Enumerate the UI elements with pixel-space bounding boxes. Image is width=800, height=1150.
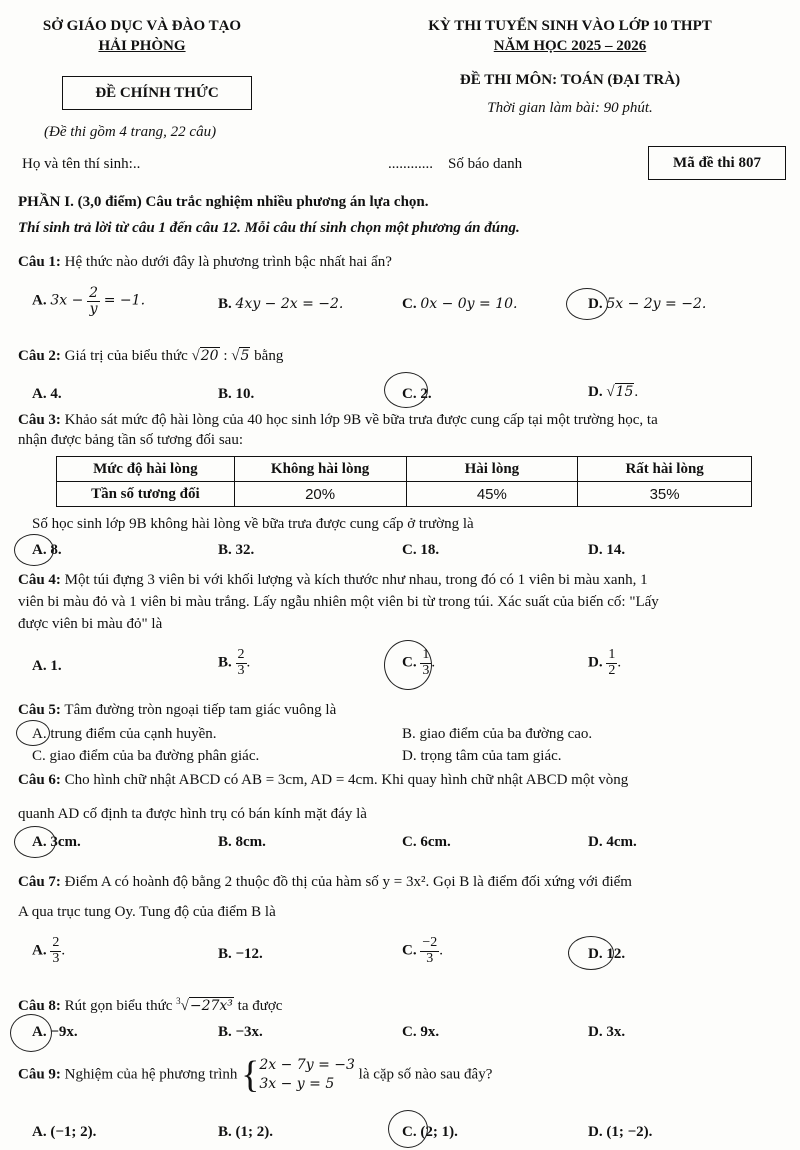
q4-text3: được viên bi màu đỏ" là (18, 616, 163, 632)
part1-instruction: Thí sinh trả lời từ câu 1 đến câu 12. Mỗi câu thí sinh chọn một phương án đúng. (18, 220, 520, 236)
q9-option-a: A. (−1; 2). (32, 1124, 97, 1140)
q9-eq2: 3x − y = 5 (259, 1076, 335, 1092)
q2-d-radicand: 15 (615, 384, 634, 400)
q7-option-c: C. $\frac{-2}{3}$ . (402, 935, 443, 966)
table-cell: 20% (234, 482, 406, 507)
q1-a-pre: 3x − (50, 292, 84, 309)
q3-option-c: C. 18. (402, 542, 440, 558)
exam-code: Mã đề thi 807 (648, 146, 786, 180)
q5-text: Tâm đường tròn ngoại tiếp tam giác vuông là (64, 702, 337, 718)
q2-text-pre: Giá trị của biểu thức (64, 348, 188, 364)
q5-answer-mark (16, 720, 50, 746)
q2-label: Câu 2: (18, 348, 61, 364)
q7-answer-mark (568, 936, 614, 970)
q9-label: Câu 9: (18, 1066, 61, 1083)
q1-text: Hệ thức nào dưới đây là phương trình bậc nhất hai ẩn? (64, 254, 392, 270)
q2-option-c: C. 2. (402, 386, 432, 402)
q8-text-pre: Rút gọn biểu thức (64, 998, 173, 1014)
q3-label: Câu 3: (18, 412, 61, 428)
q3-text1: Khảo sát mức độ hài lòng của 40 học sinh lớp 9B về bữa trưa được cung cấp tại một trường học, ta (64, 412, 658, 428)
q2-radicand-2: 5 (240, 348, 250, 364)
question-2: Câu 2: Giá trị của biểu thức √20 : √5 bằng (18, 348, 284, 364)
q1-a-letter: A. (32, 292, 47, 309)
q1-c-expr: 0x − 0y = 10. (420, 296, 518, 312)
q4-d-letter: D. (588, 654, 603, 671)
q9-eq1: 2x − 7y = −3 (259, 1057, 355, 1074)
q1-d-expr: 5x − 2y = −2. (606, 296, 707, 312)
q7-c-letter: C. (402, 942, 417, 959)
q7-option-a: A. $\frac{2}{3}$ . (32, 935, 66, 966)
q4-b-den: 3 (237, 662, 245, 678)
q6-option-b: B. 8cm. (218, 834, 266, 850)
q5-option-d: D. trọng tâm của tam giác. (402, 748, 562, 764)
q7-a-den: 3 (52, 950, 60, 966)
q3-answer-mark (14, 534, 54, 566)
q4-text2: viên bi màu đỏ và 1 viên bi màu trắng. Lấy ngẫu nhiên một viên bi từ trong túi. Xác suất của biến cố: "Lấy (18, 594, 659, 610)
table-header-cell: Mức độ hài lòng (57, 457, 235, 482)
table-row-label: Tần số tương đối (57, 482, 235, 507)
q1-answer-mark (566, 288, 608, 320)
q8-radicand: −27x³ (189, 998, 233, 1014)
q6-text2: quanh AD cố định ta được hình trụ có bán kính mặt đáy là (18, 806, 367, 822)
q2-d-letter: D. (588, 384, 603, 400)
q2-text-post: bằng (254, 348, 284, 364)
name-dots: ............ (388, 156, 433, 172)
q5-label: Câu 5: (18, 702, 61, 718)
q8-label: Câu 8: (18, 998, 61, 1014)
q6-label: Câu 6: (18, 772, 61, 788)
q8-root-index: 3 (176, 996, 181, 1006)
q1-a-post: = −1. (103, 292, 146, 309)
q1-option-c (402, 296, 518, 313)
q6-answer-mark (14, 826, 56, 858)
q7-c-num: −2 (422, 935, 438, 950)
question-8: Câu 8: Rút gọn biểu thức $^3$√−27x³ ta được (18, 996, 283, 1014)
name-label: Họ và tên thí sinh:.. (22, 156, 141, 172)
sbd-label: Số báo danh (448, 156, 523, 172)
q7-option-b: B. −12. (218, 946, 263, 962)
q1-label: Câu 1: (18, 254, 61, 270)
q5-option-c: C. giao điểm của ba đường phân giác. (32, 748, 260, 764)
table-cell: 45% (406, 482, 578, 507)
q7-a-letter: A. (32, 942, 47, 959)
question-5 (18, 702, 336, 719)
q1-c-letter: C. (402, 296, 417, 312)
q3-text2: nhận được bảng tần số tương đối sau: (18, 432, 244, 448)
frequency-table (56, 456, 752, 507)
q7-a-num: 2 (52, 935, 60, 950)
q6-option-d: D. 4cm. (588, 834, 637, 850)
q4-option-d: D. $\frac{1}{2}$ . (588, 647, 622, 678)
q1-b-expr: 4xy − 2x = −2. (235, 296, 344, 312)
q6-option-c: C. 6cm. (402, 834, 451, 850)
q8-option-b: B. −3x. (218, 1024, 263, 1040)
q8-option-a: A. −9x. (32, 1024, 78, 1040)
pages-note: (Đề thi gồm 4 trang, 22 câu) (44, 124, 217, 140)
q4-b-letter: B. (218, 654, 232, 671)
q2-radicand-1: 20 (200, 348, 219, 364)
question-1 (18, 254, 392, 271)
part1-title: PHẦN I. (3,0 điểm) Câu trắc nghiệm nhiều phương án lựa chọn. (18, 194, 429, 210)
q2-option-a: A. 4. (32, 386, 62, 402)
q8-option-c: C. 9x. (402, 1024, 440, 1040)
table-cell: 35% (578, 482, 752, 507)
q1-option-b (218, 296, 343, 313)
q1-a-num: 2 (89, 285, 98, 301)
q8-answer-mark (10, 1014, 52, 1052)
q1-a-den: y (89, 300, 98, 317)
q3-option-a: A. 8. (32, 542, 62, 558)
official-label: ĐỀ CHÍNH THỨC (62, 76, 252, 110)
q4-d-num: 1 (608, 647, 616, 662)
q3-option-d: D. 14. (588, 542, 626, 558)
q2-option-d: D. √15. (588, 384, 639, 400)
q4-c-letter: C. (402, 654, 417, 671)
exam-subject: ĐỀ THI MÔN: TOÁN (ĐẠI TRÀ) (459, 72, 681, 88)
q8-text-post: ta được (237, 998, 283, 1014)
exam-time: Thời gian làm bài: 90 phút. (487, 100, 653, 116)
q2-sep: : (223, 348, 228, 364)
q5-option-a: A. trung điểm của cạnh huyền. (32, 726, 217, 742)
q4-c-den: 3 (422, 662, 430, 678)
q2-option-b: B. 10. (218, 386, 255, 402)
q1-b-letter: B. (218, 296, 232, 312)
q3-question: Số học sinh lớp 9B không hài lòng về bữa trưa được cung cấp ở trường là (32, 516, 474, 532)
question-9: Câu 9: Nghiệm của hệ phương trình { 2x − 7y = −3 3x − y = 5 là cặp số nào sau đây? (18, 1054, 493, 1096)
question-4 (18, 572, 788, 589)
q6-option-a: A. 3cm. (32, 834, 81, 850)
question-7 (18, 874, 793, 891)
table-header-cell: Hài lòng (406, 457, 578, 482)
q6-text1: Cho hình chữ nhật ABCD có AB = 3cm, AD = 4cm. Khi quay hình chữ nhật ABCD một vòng (64, 772, 629, 788)
q4-option-b: B. $\frac{2}{3}$ . (218, 647, 251, 678)
q9-text-post: là cặp số nào sau đây? (358, 1066, 493, 1083)
question-3 (18, 412, 788, 429)
q7-text1: Điểm A có hoành độ bằng 2 thuộc đồ thị của hàm số y = 3x². Gọi B là điểm đối xứng với điểm (64, 874, 632, 890)
question-6 (18, 772, 793, 789)
q2-d-end: . (634, 384, 639, 400)
table-row (57, 482, 752, 507)
q9-text-pre: Nghiệm của hệ phương trình (64, 1066, 238, 1083)
table-header-cell: Không hài lòng (234, 457, 406, 482)
q1-option-a (32, 286, 145, 316)
q7-c-den: 3 (426, 950, 434, 966)
q4-answer-mark (384, 640, 432, 690)
q4-b-num: 2 (237, 647, 245, 662)
q4-option-c: C. $\frac{1}{3}$ . (402, 647, 436, 678)
dept-line1: SỞ GIÁO DỤC VÀ ĐÀO TẠO (42, 18, 242, 34)
q9-answer-mark (388, 1110, 428, 1148)
q2-answer-mark (384, 372, 428, 408)
q7-text2: A qua trục tung Oy. Tung độ của điểm B là (18, 904, 276, 920)
q4-option-a: A. 1. (32, 658, 62, 674)
q9-option-d: D. (1; −2). (588, 1124, 653, 1140)
q4-text1: Một túi đựng 3 viên bi với khối lượng và kích thước như nhau, trong đó có 1 viên bi màu xanh, 1 (64, 572, 648, 588)
q5-option-b: B. giao điểm của ba đường cao. (402, 726, 593, 742)
exam-title: KỲ THI TUYỂN SINH VÀO LỚP 10 THPT (428, 18, 712, 34)
dept-line2: HẢI PHÒNG (98, 38, 186, 54)
table-header-cell: Rất hài lòng (578, 457, 752, 482)
q8-option-d: D. 3x. (588, 1024, 626, 1040)
q7-option-d: D. 12. (588, 946, 626, 962)
q1-d-letter: D. (588, 296, 603, 312)
q9-option-b: B. (1; 2). (218, 1124, 273, 1140)
table-row (57, 457, 752, 482)
q4-c-num: 1 (422, 647, 430, 662)
q9-option-c: C. (2; 1). (402, 1124, 458, 1140)
q3-option-b: B. 32. (218, 542, 255, 558)
school-year: NĂM HỌC 2025 – 2026 (493, 38, 647, 54)
q4-label: Câu 4: (18, 572, 61, 588)
q7-label: Câu 7: (18, 874, 61, 890)
q4-d-den: 2 (608, 662, 616, 678)
